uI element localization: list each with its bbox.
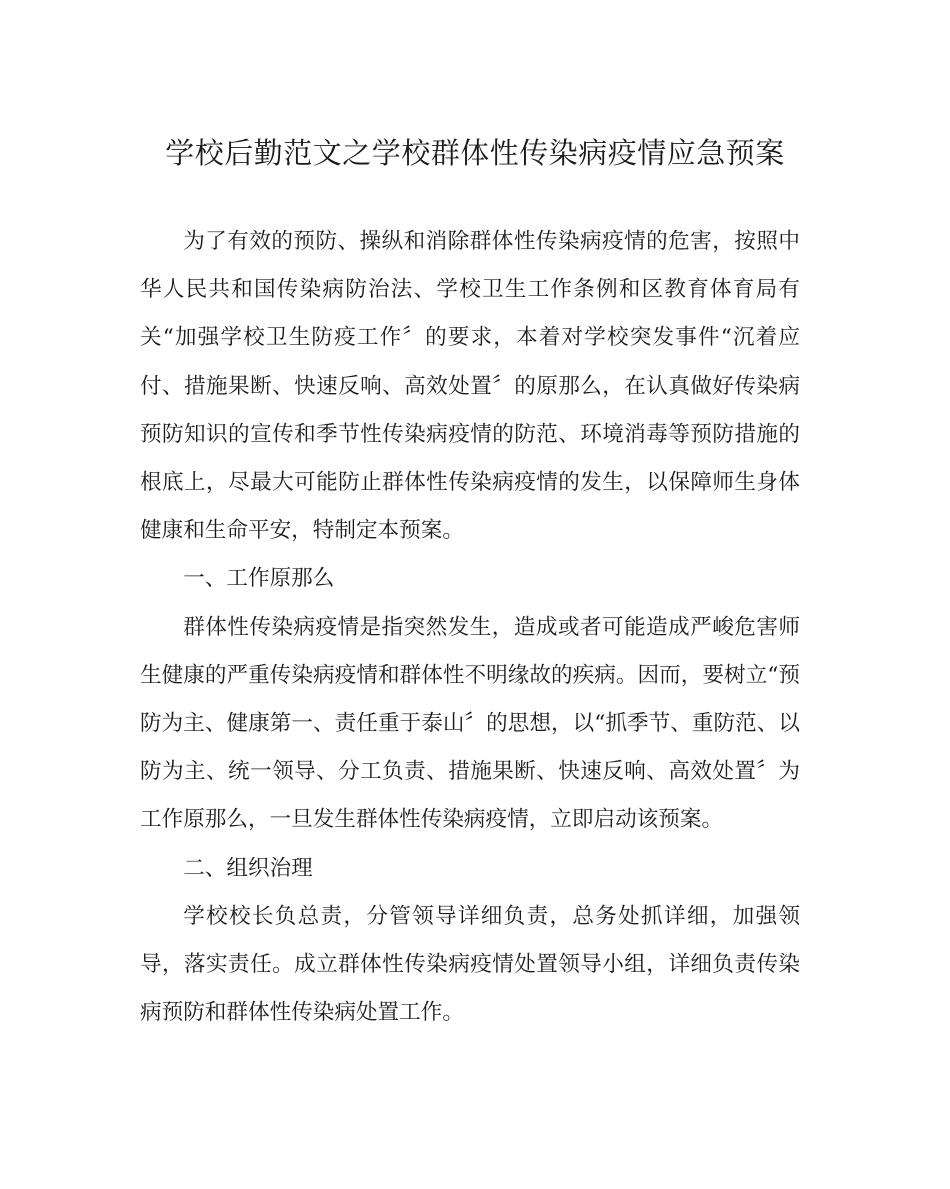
section-heading-principles: 一、工作原那么 [183, 566, 335, 592]
principles-paragraph: 群体性传染病疫情是指突然发生，造成或者可能造成严峻危害师生健康的严重传染病疫情和群体性不明缘故的疾病。因而，要树立“预防为主、健康第一、责任重于泰山〞的思想，以“抓季节、重防范、以防为主、统一领导、分工负责、措施果断、快速反响、高效处置〞为工作原那么，一旦发生群体性传染病疫情，立即启动该预案。 [140, 614, 800, 833]
section-heading-organization: 二、组织治理 [183, 855, 313, 881]
organization-paragraph: 学校校长负总责，分管领导详细负责，总务处抓详细，加强领导，落实责任。成立群体性传染病疫情处置领导小组，详细负责传染病预防和群体性传染病处置工作。 [140, 903, 800, 1026]
document-body [140, 218, 800, 1037]
intro-paragraph: 为了有效的预防、操纵和消除群体性传染病疫情的危害，按照中华人民共和国传染病防治法、学校卫生工作条例和区教育体育局有关“加强学校卫生防疫工作〞的要求，本着对学校突发事件“沉着应付、措施果断、快速反响、高效处置〞的原那么，在认真做好传染病预防知识的宣传和季节性传染病疫情的防范、环境消毒等预防措施的根底上，尽最大可能防止群体性传染病疫情的发生，以保障师生身体健康和生命平安，特制定本预案。 [140, 229, 800, 544]
document-title: 学校后勤范文之学校群体性传染病疫情应急预案 [165, 136, 785, 170]
